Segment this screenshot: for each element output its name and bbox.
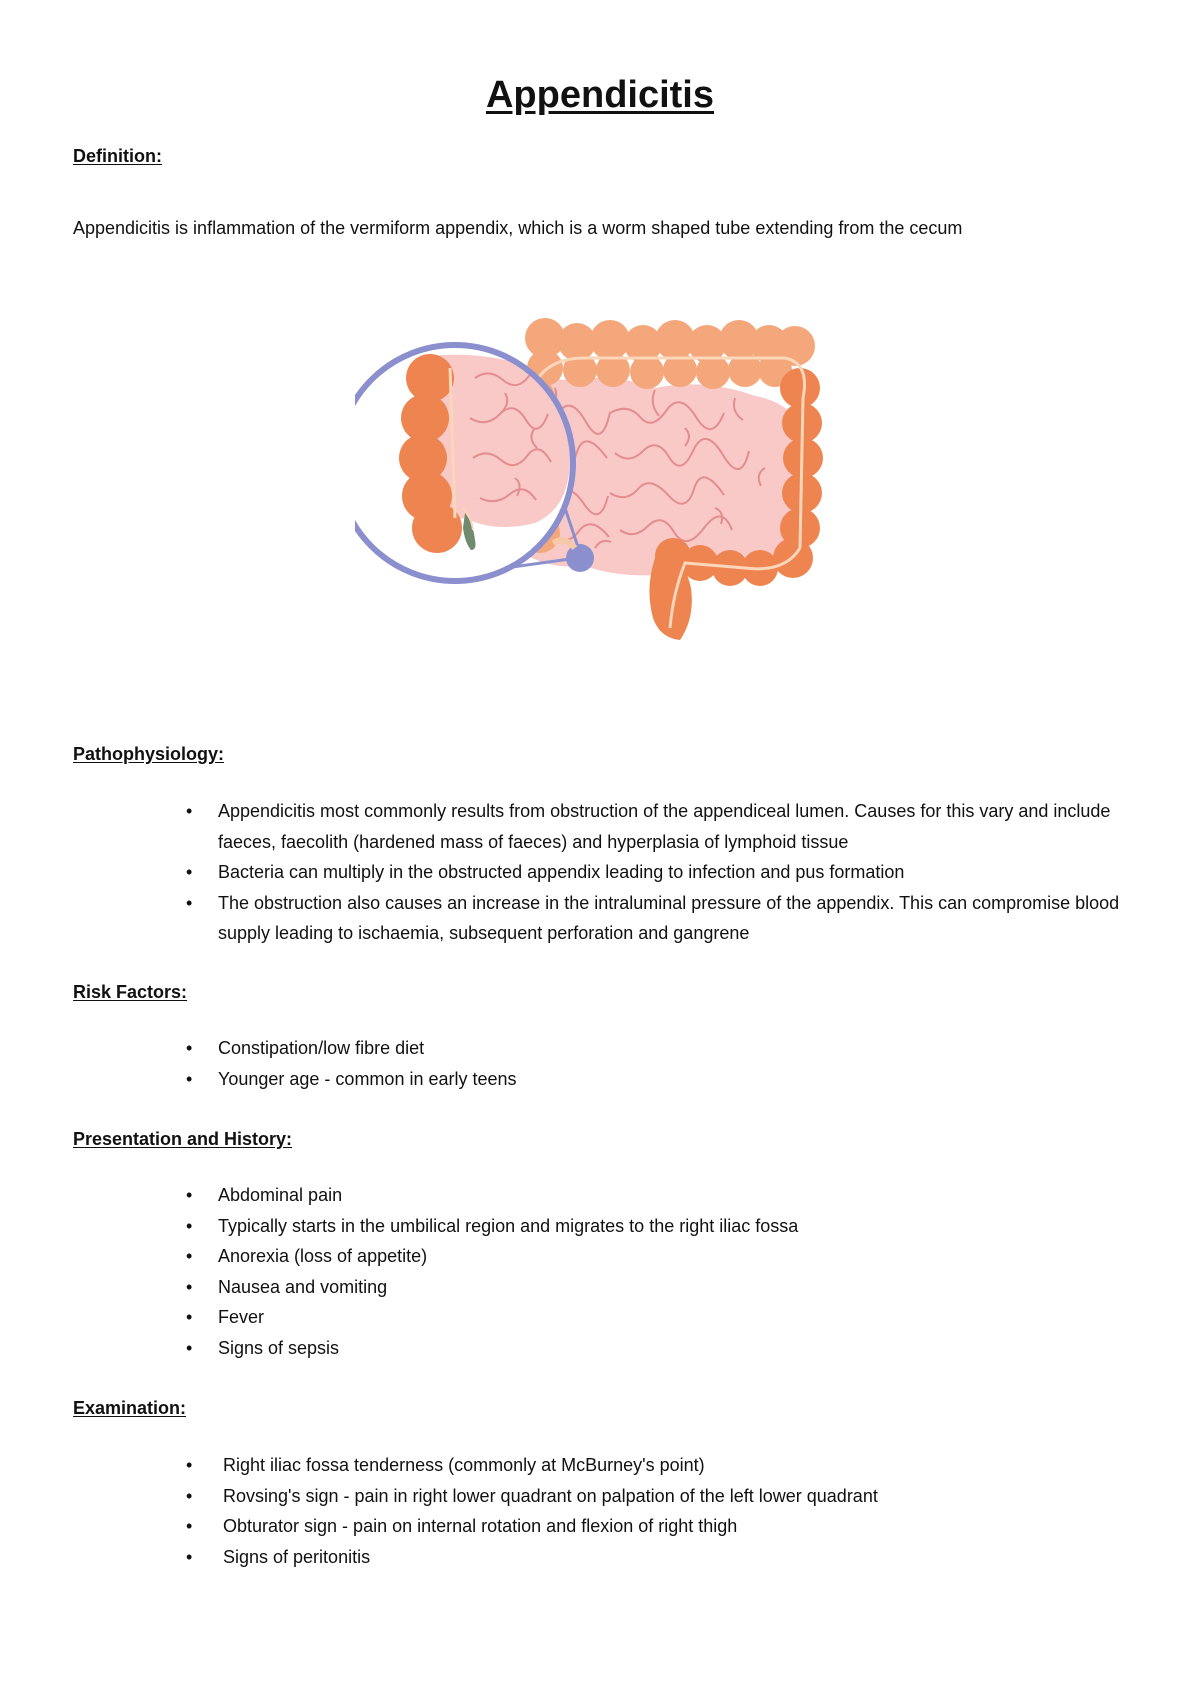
definition-heading-text: Definition [73,146,156,166]
list-item: • Signs of sepsis [186,1333,1146,1364]
colon-appendix-icon [355,318,875,698]
examination-heading: Examination: [73,1398,187,1418]
list-item: • Younger age - common in early teens [186,1064,1146,1095]
examination-heading-text: Examination [73,1398,181,1418]
definition-text: Appendicitis is inflammation of the vermiform appendix, which is a worm shaped tube extending from the cecum [73,218,963,238]
examination-list [186,1450,1146,1572]
list-item: • Right iliac fossa tenderness (commonly at McBurney's point) [186,1450,1146,1481]
list-item: • Fever [186,1302,1146,1333]
list-item: • Signs of peritonitis [186,1542,1146,1573]
list-item: • Rovsing's sign - pain in right lower quadrant on palpation of the left lower quadrant [186,1481,1146,1512]
pathophysiology-heading: Pathophysiology: [73,744,225,764]
list-item: • Bacteria can multiply in the obstructed appendix leading to infection and pus formation [186,857,1146,888]
risk-factors-heading: Risk Factors: [73,982,188,1002]
colon-appendix-illustration [355,318,875,698]
presentation-list [186,1180,1146,1363]
list-item: • Obturator sign - pain on internal rotation and flexion of right thigh [186,1511,1146,1542]
pathophysiology-list [186,796,1146,949]
list-item: • Anorexia (loss of appetite) [186,1241,1146,1272]
list-item: • Nausea and vomiting [186,1272,1146,1303]
list-item: • Typically starts in the umbilical region and migrates to the right iliac fossa [186,1211,1146,1242]
list-item: • The obstruction also causes an increase in the intraluminal pressure of the appendix. This can compromise blood supply leading to ischaemia, subsequent perforation and gangrene [186,888,1146,949]
definition-heading: Definition: [73,146,162,166]
list-item: • Appendicitis most commonly results from obstruction of the appendiceal lumen. Causes for this vary and include faeces, faecolith (hardened mass of faeces) and hyperplasia of lymphoid tissue [186,796,1146,857]
list-item: • Constipation/low fibre diet [186,1033,1146,1064]
page-title: Appendicitis [485,74,715,116]
risk-factors-list [186,1033,1146,1094]
presentation-heading: Presentation and History: [73,1129,293,1149]
list-item: • Abdominal pain [186,1180,1146,1211]
pathophysiology-heading-text: Pathophysiology [73,744,219,764]
